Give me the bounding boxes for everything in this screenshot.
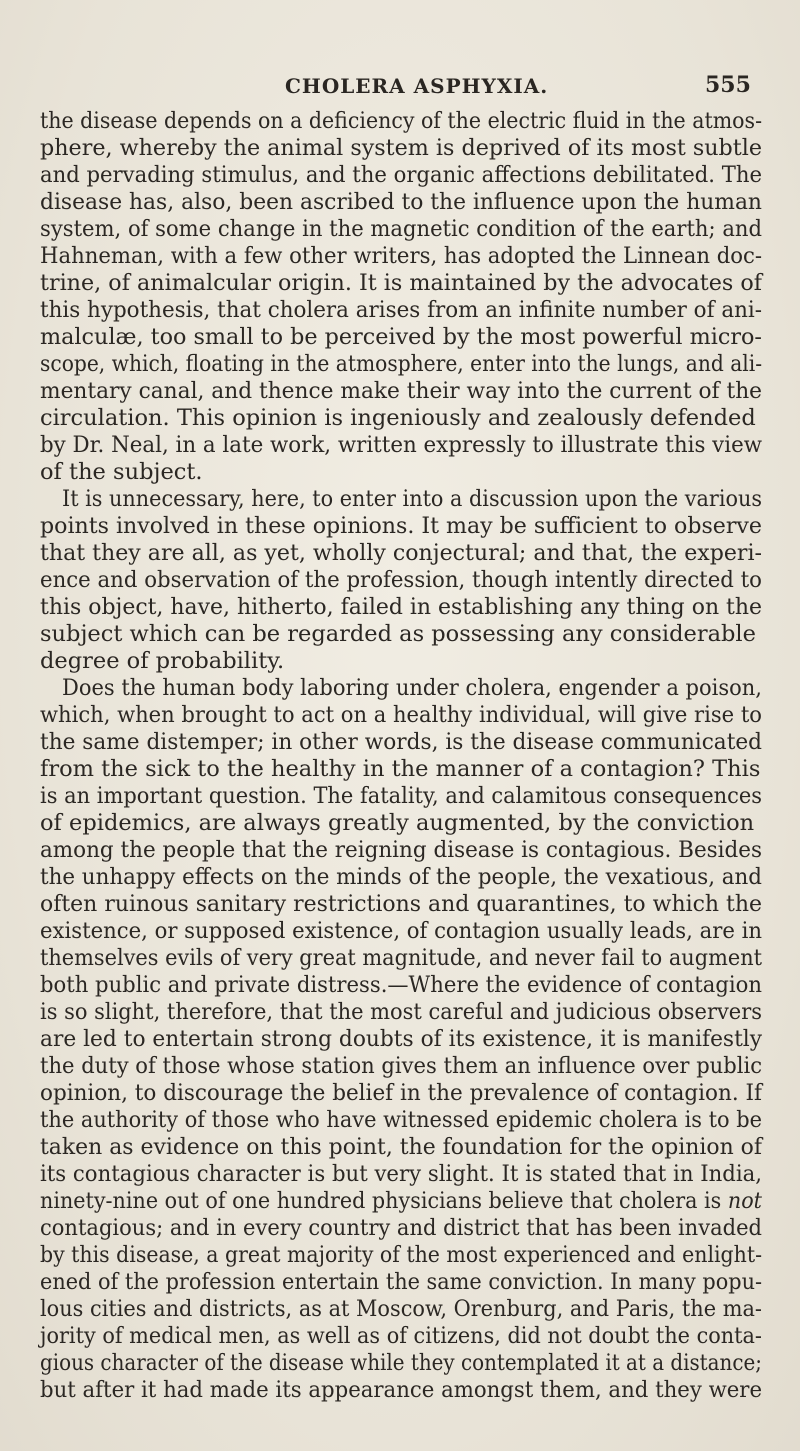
text-line: themselves evils of very great magnitude, and never fail to augment <box>40 945 763 971</box>
text-line: this hypothesis, that cholera arises from an infinite number of ani- <box>40 297 762 323</box>
italic-word: not <box>727 1188 763 1214</box>
paragraph-first-line: Does the human body laboring under cholera, engender a poison, <box>62 675 762 701</box>
text-line: the unhappy effects on the minds of the people, the vexatious, and <box>40 864 762 890</box>
text-line: the authority of those who have witnessed epidemic cholera is to be <box>40 1107 763 1133</box>
text-line: the same distemper; in other words, is the disease communicated <box>40 729 763 755</box>
text-line: of the subject. <box>40 459 203 485</box>
text-line: malculæ, too small to be perceived by the most powerful micro- <box>40 324 762 350</box>
paragraph-first-line: It is unnecessary, here, to enter into a discussion upon the various <box>62 486 763 512</box>
text-line: scope, which, floating in the atmosphere, enter into the lungs, and ali- <box>40 351 763 377</box>
text-line: ence and observation of the profession, though intently directed to <box>40 567 762 593</box>
text-line: existence, or supposed existence, of contagion usually leads, are in <box>40 918 763 944</box>
text-line: ened of the profession entertain the same conviction. In many popu- <box>40 1269 763 1295</box>
text-line: but after it had made its appearance amongst them, and they were <box>40 1377 763 1403</box>
page-number: 555 <box>705 72 751 98</box>
text-line: by this disease, a great majority of the most experienced and enlight- <box>40 1242 762 1268</box>
text-line: jority of medical men, as well as of citizens, did not doubt the conta- <box>40 1323 762 1349</box>
text-line: the duty of those whose station gives them an influence over public <box>40 1053 763 1079</box>
text-line: disease has, also, been ascribed to the influence upon the human <box>40 189 762 215</box>
text-line: opinion, to discourage the belief in the prevalence of contagion. If <box>40 1080 762 1106</box>
text-line: subject which can be regarded as possessing any considerable <box>40 621 756 647</box>
text-line: system, of some change in the magnetic condition of the earth; and <box>40 216 763 242</box>
text-line: is so slight, therefore, that the most careful and judicious observers <box>40 999 762 1025</box>
text-line: the disease depends on a deficiency of the electric fluid in the atmos- <box>40 108 763 134</box>
text-line: points involved in these opinions. It may be sufficient to observe <box>40 513 762 539</box>
running-head-title: CHOLERA ASPHYXIA. <box>285 74 549 98</box>
text-line: which, when brought to act on a healthy individual, will give rise to <box>40 702 762 728</box>
text-line: often ruinous sanitary restrictions and quarantines, to which the <box>40 891 763 917</box>
text-line: contagious; and in every country and district that has been invaded <box>40 1215 762 1241</box>
text-line: gious character of the disease while they contemplated it at a distance; <box>40 1350 762 1376</box>
text-line: circulation. This opinion is ingeniously and zealously defended <box>40 405 756 431</box>
text-line: lous cities and districts, as at Moscow, Orenburg, and Paris, the ma- <box>40 1296 762 1322</box>
text-line: taken as evidence on this point, the foundation for the opinion of <box>40 1134 763 1160</box>
text-line: is an important question. The fatality, and calamitous consequences <box>40 783 763 809</box>
text-line-segment: ninety-nine out of one hundred physicians believe that cholera is <box>40 1188 722 1214</box>
text-line: and pervading stimulus, and the organic affections debilitated. The <box>40 162 762 188</box>
text-line-with-italic <box>40 1188 762 1215</box>
text-line: Hahneman, with a few other writers, has adopted the Linnean doc- <box>40 243 763 269</box>
text-line: its contagious character is but very slight. It is stated that in India, <box>40 1161 763 1187</box>
running-head <box>0 74 800 104</box>
text-line: degree of probability. <box>40 648 285 674</box>
text-line: this object, have, hitherto, failed in establishing any thing on the <box>40 594 763 620</box>
text-line: among the people that the reigning disease is contagious. Besides <box>40 837 763 863</box>
text-line: of epidemics, are always greatly augmented, by the conviction <box>40 810 755 836</box>
text-line: that they are all, as yet, wholly conjectural; and that, the experi- <box>40 540 763 566</box>
text-line: mentary canal, and thence make their way into the current of the <box>40 378 763 404</box>
text-line: are led to entertain strong doubts of its existence, it is manifestly <box>40 1026 763 1052</box>
text-line: phere, whereby the animal system is deprived of its most subtle <box>40 135 762 161</box>
text-line: from the sick to the healthy in the manner of a contagion? This <box>40 756 761 782</box>
text-line: by Dr. Neal, in a late work, written expressly to illustrate this view <box>40 432 762 458</box>
text-line: both public and private distress.—Where the evidence of contagion <box>40 972 762 998</box>
text-line: trine, of animalcular origin. It is maintained by the advocates of <box>40 270 763 296</box>
